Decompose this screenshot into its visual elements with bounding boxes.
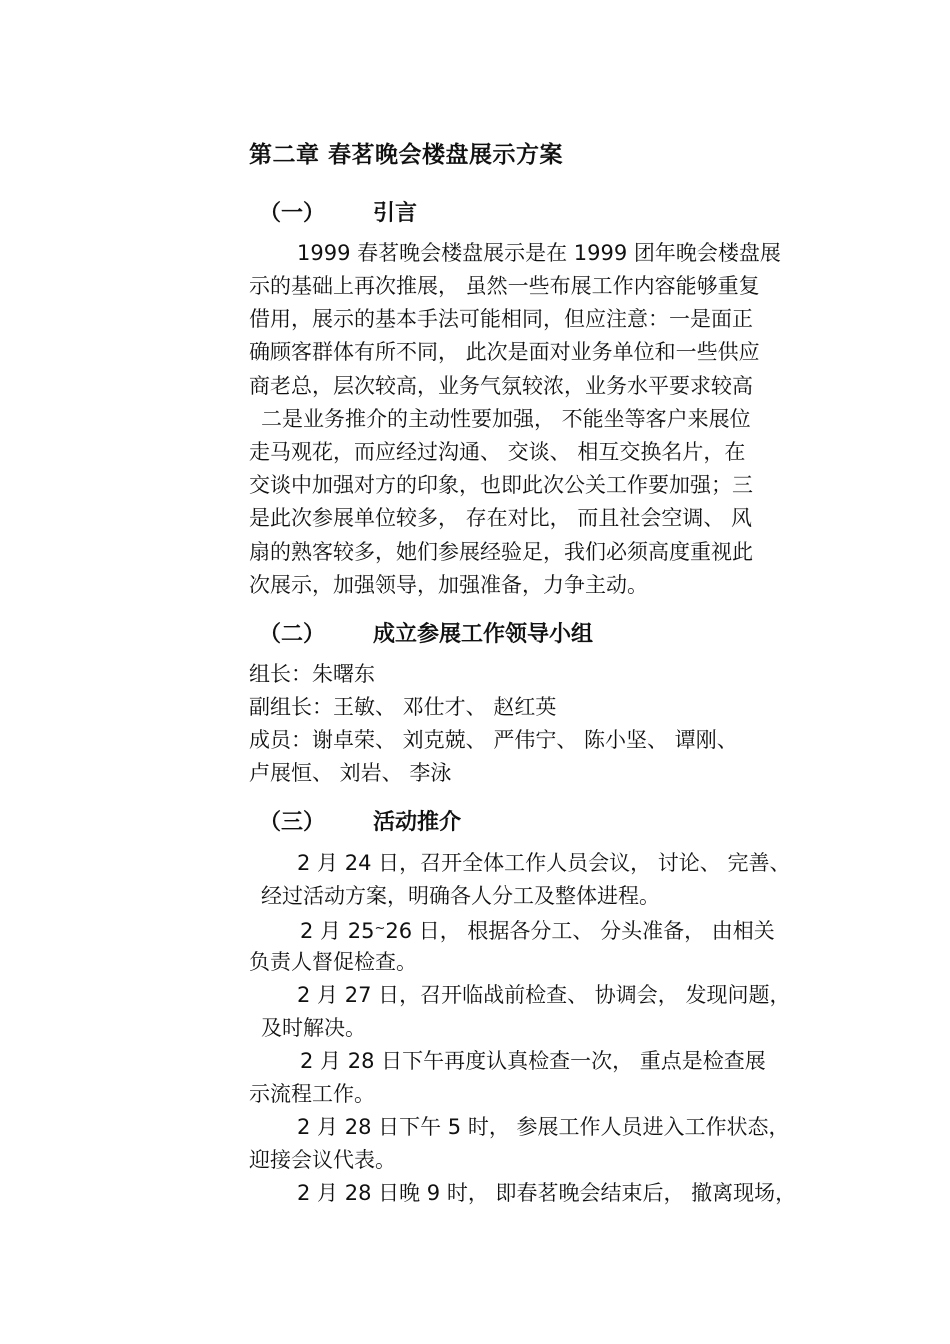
range-tilde: ~ <box>374 921 386 936</box>
schedule-line: 2 月 27 日，召开临战前检查、 协调会， 发现问题， <box>297 983 791 1007</box>
group-leader: 组长：朱曙东 <box>249 662 375 686</box>
schedule-line: 2 月 28 日晚 9 时， 即春茗晚会结束后， 撤离现场， <box>297 1181 797 1205</box>
schedule-line: 示流程工作。 <box>249 1082 375 1106</box>
paragraph-line: 示的基础上再次推展， 虽然一些布展工作内容能够重复 <box>249 274 760 298</box>
date-start: 2 月 25 <box>300 919 375 943</box>
chapter-title: 第二章 春茗晚会楼盘展示方案 <box>249 142 564 168</box>
schedule-line: 及时解决。 <box>261 1016 366 1040</box>
section-number: （二） <box>259 622 326 647</box>
schedule-line: 2 月 24 日，召开全体工作人员会议， 讨论、 完善、 <box>297 851 791 875</box>
group-deputy-leaders: 副组长：王敏、 邓仕才、 赵红英 <box>249 695 557 719</box>
schedule-line: 2 月 28 日下午再度认真检查一次， 重点是检查展 <box>300 1049 766 1073</box>
section-label: 活动推介 <box>373 810 462 835</box>
paragraph-line: 二是业务推介的主动性要加强， 不能坐等客户来展位 <box>261 407 751 431</box>
date-end-text: 26 日， 根据各分工、 分头准备， 由相关 <box>385 919 775 943</box>
paragraph-line: 借用，展示的基本手法可能相同，但应注意：一是面正 <box>249 307 753 331</box>
section-label: 成立参展工作领导小组 <box>373 622 594 647</box>
paragraph-line: 次展示，加强领导，加强准备，力争主动。 <box>249 573 648 597</box>
section-number: （一） <box>259 201 326 226</box>
paragraph-line: 交谈中加强对方的印象，也即此次公关工作要加强；三 <box>249 473 753 497</box>
paragraph-line: 是此次参展单位较多， 存在对比， 而且社会空调、 风 <box>249 506 753 530</box>
section-number: （三） <box>259 810 326 835</box>
paragraph-line: 走马观花，而应经过沟通、 交谈、 相互交换名片，在 <box>249 440 746 464</box>
schedule-line: 负责人督促检查。 <box>249 950 417 974</box>
schedule-line: 经过活动方案，明确各人分工及整体进程。 <box>261 884 660 908</box>
paragraph-line: 扇的熟客较多，她们参展经验足，我们必须高度重视此 <box>249 540 753 564</box>
schedule-line: 迎接会议代表。 <box>249 1148 396 1172</box>
paragraph-line: 1999 春茗晚会楼盘展示是在 1999 团年晚会楼盘展 <box>297 241 781 265</box>
schedule-line: 2 月 28 日下午 5 时， 参展工作人员进入工作状态， <box>297 1115 790 1139</box>
paragraph-line: 商老总，层次较高，业务气氛较浓，业务水平要求较高 <box>249 374 753 398</box>
paragraph-line: 确顾客群体有所不同， 此次是面对业务单位和一些供应 <box>249 340 760 364</box>
group-members: 成员：谢卓荣、 刘克兢、 严伟宁、 陈小坚、 谭刚、 <box>249 728 738 752</box>
group-members-continued: 卢展恒、 刘岩、 李泳 <box>249 761 452 785</box>
schedule-line <box>300 914 775 944</box>
section-label: 引言 <box>373 201 418 226</box>
